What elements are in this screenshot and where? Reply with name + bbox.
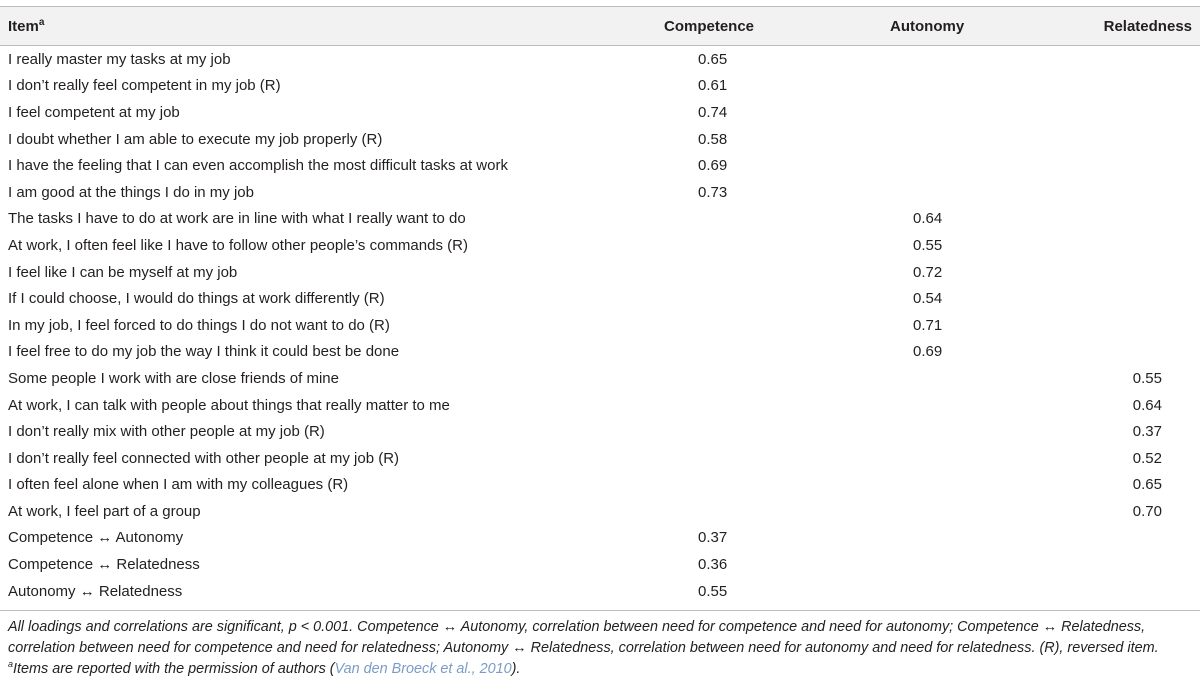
competence-cell: 0.65 bbox=[698, 50, 728, 68]
relatedness-cell: 0.64 bbox=[1132, 396, 1162, 414]
item-cell: Competence ↔ Relatedness bbox=[8, 556, 200, 574]
relatedness-cell bbox=[1085, 73, 1200, 100]
footnote-permission: Items are reported with the permission of authors ( bbox=[13, 661, 335, 678]
table-row bbox=[0, 73, 1200, 100]
citation-link[interactable]: Van den Broeck et al., 2010 bbox=[334, 661, 512, 678]
item-cell: I don’t really feel competent in my job (R) bbox=[8, 77, 281, 95]
competence-cell bbox=[655, 285, 870, 312]
relatedness-cell bbox=[1085, 285, 1200, 312]
autonomy-cell bbox=[870, 73, 1085, 100]
loadings-table bbox=[0, 6, 1200, 611]
competence-cell: 0.55 bbox=[698, 582, 728, 600]
item-cell: At work, I feel part of a group bbox=[8, 502, 201, 520]
competence-cell: 0.36 bbox=[698, 556, 728, 574]
competence-cell bbox=[655, 392, 870, 419]
autonomy-cell bbox=[870, 498, 1085, 525]
item-cell: I am good at the things I do in my job bbox=[8, 183, 254, 201]
footnote-superscript: a bbox=[8, 659, 14, 670]
table-row bbox=[0, 418, 1200, 445]
relatedness-cell: 0.70 bbox=[1132, 502, 1162, 520]
competence-cell bbox=[655, 365, 870, 392]
autonomy-cell bbox=[870, 99, 1085, 126]
footnote-end: ). bbox=[511, 661, 521, 678]
item-cell: I don’t really feel connected with other people at my job (R) bbox=[8, 449, 400, 467]
relatedness-cell: 0.65 bbox=[1132, 476, 1162, 494]
competence-cell bbox=[655, 259, 870, 286]
relatedness-cell: 0.37 bbox=[1132, 423, 1162, 441]
autonomy-cell bbox=[870, 578, 1085, 611]
table-container bbox=[0, 6, 1200, 680]
table-row bbox=[0, 285, 1200, 312]
autonomy-cell: 0.71 bbox=[913, 316, 943, 334]
relatedness-cell bbox=[1085, 126, 1200, 153]
autonomy-cell bbox=[870, 525, 1085, 552]
item-cell: Autonomy ↔ Relatedness bbox=[8, 582, 183, 600]
relatedness-cell bbox=[1085, 259, 1200, 286]
autonomy-cell bbox=[870, 392, 1085, 419]
autonomy-cell: 0.72 bbox=[913, 263, 943, 281]
table-row bbox=[0, 99, 1200, 126]
relatedness-cell bbox=[1085, 525, 1200, 552]
table-row bbox=[0, 179, 1200, 206]
item-cell: I feel like I can be myself at my job bbox=[8, 263, 238, 281]
relatedness-cell bbox=[1085, 206, 1200, 233]
autonomy-cell bbox=[870, 126, 1085, 153]
item-cell: Some people I work with are close friends of mine bbox=[8, 369, 339, 387]
table-row bbox=[0, 152, 1200, 179]
table-header bbox=[0, 7, 1200, 46]
table-row bbox=[0, 339, 1200, 366]
competence-cell: 0.58 bbox=[698, 130, 728, 148]
header-autonomy: Autonomy bbox=[890, 17, 965, 35]
autonomy-cell bbox=[870, 472, 1085, 499]
relatedness-cell bbox=[1085, 152, 1200, 179]
table-row bbox=[0, 232, 1200, 259]
competence-cell bbox=[655, 232, 870, 259]
item-cell: At work, I can talk with people about things that really matter to me bbox=[8, 396, 450, 414]
item-cell: I don’t really mix with other people at my job (R) bbox=[8, 423, 325, 441]
table-footnote bbox=[0, 611, 1200, 680]
footnote-main: All loadings and correlations are significant, p < 0.001. Competence ↔ Autonomy, correlation between need for competence and need for autonomy; Competence ↔ Relatedness, correlation between need for competence and need for relatedness; Autonomy ↔ Relatedness, correlation between need for autonomy and need for relatedness. (R), reversed item. bbox=[8, 619, 1159, 657]
table-row bbox=[0, 312, 1200, 339]
item-cell: I doubt whether I am able to execute my job properly (R) bbox=[8, 130, 383, 148]
autonomy-cell bbox=[870, 445, 1085, 472]
competence-cell: 0.74 bbox=[698, 103, 728, 121]
item-cell: I often feel alone when I am with my colleagues (R) bbox=[8, 476, 349, 494]
competence-cell bbox=[655, 312, 870, 339]
relatedness-cell: 0.52 bbox=[1132, 449, 1162, 467]
item-cell: I really master my tasks at my job bbox=[8, 50, 231, 68]
table-row bbox=[0, 578, 1200, 611]
relatedness-cell bbox=[1085, 46, 1200, 73]
header-item bbox=[0, 7, 655, 46]
table-row bbox=[0, 206, 1200, 233]
competence-cell bbox=[655, 418, 870, 445]
item-cell: If I could choose, I would do things at work differently (R) bbox=[8, 290, 385, 308]
table-row bbox=[0, 445, 1200, 472]
relatedness-cell bbox=[1085, 578, 1200, 611]
competence-cell bbox=[655, 339, 870, 366]
autonomy-cell bbox=[870, 46, 1085, 73]
competence-cell: 0.73 bbox=[698, 183, 728, 201]
table-row bbox=[0, 259, 1200, 286]
item-cell: Competence ↔ Autonomy bbox=[8, 529, 184, 547]
competence-cell: 0.69 bbox=[698, 157, 728, 175]
header-competence: Competence bbox=[664, 17, 755, 35]
autonomy-cell: 0.69 bbox=[913, 343, 943, 361]
autonomy-cell bbox=[870, 365, 1085, 392]
autonomy-cell: 0.55 bbox=[913, 236, 943, 254]
competence-cell: 0.61 bbox=[698, 77, 728, 95]
header-relatedness: Relatedness bbox=[1103, 17, 1192, 35]
header-row bbox=[0, 7, 1200, 46]
table-row bbox=[0, 551, 1200, 578]
item-cell: I have the feeling that I can even accomplish the most difficult tasks at work bbox=[8, 157, 508, 175]
autonomy-cell bbox=[870, 179, 1085, 206]
item-cell: The tasks I have to do at work are in line with what I really want to do bbox=[8, 210, 466, 228]
table-row bbox=[0, 472, 1200, 499]
autonomy-cell bbox=[870, 152, 1085, 179]
table-row bbox=[0, 498, 1200, 525]
table-row bbox=[0, 392, 1200, 419]
relatedness-cell bbox=[1085, 99, 1200, 126]
table-row bbox=[0, 365, 1200, 392]
autonomy-cell bbox=[870, 418, 1085, 445]
relatedness-cell: 0.55 bbox=[1132, 369, 1162, 387]
relatedness-cell bbox=[1085, 339, 1200, 366]
item-cell: I feel competent at my job bbox=[8, 103, 180, 121]
table-row bbox=[0, 126, 1200, 153]
item-cell: At work, I often feel like I have to follow other people’s commands (R) bbox=[8, 236, 468, 254]
header-item-label: Item bbox=[8, 17, 39, 35]
table-row bbox=[0, 46, 1200, 73]
relatedness-cell bbox=[1085, 232, 1200, 259]
item-cell: I feel free to do my job the way I think it could best be done bbox=[8, 343, 400, 361]
relatedness-cell bbox=[1085, 312, 1200, 339]
table-row bbox=[0, 525, 1200, 552]
item-cell: In my job, I feel forced to do things I do not want to do (R) bbox=[8, 316, 390, 334]
autonomy-cell: 0.64 bbox=[913, 210, 943, 228]
table-body bbox=[0, 46, 1200, 611]
relatedness-cell bbox=[1085, 179, 1200, 206]
relatedness-cell bbox=[1085, 551, 1200, 578]
competence-cell bbox=[655, 445, 870, 472]
competence-cell bbox=[655, 206, 870, 233]
competence-cell: 0.37 bbox=[698, 529, 728, 547]
competence-cell bbox=[655, 498, 870, 525]
autonomy-cell: 0.54 bbox=[913, 290, 943, 308]
header-item-superscript: a bbox=[38, 16, 45, 28]
competence-cell bbox=[655, 472, 870, 499]
autonomy-cell bbox=[870, 551, 1085, 578]
